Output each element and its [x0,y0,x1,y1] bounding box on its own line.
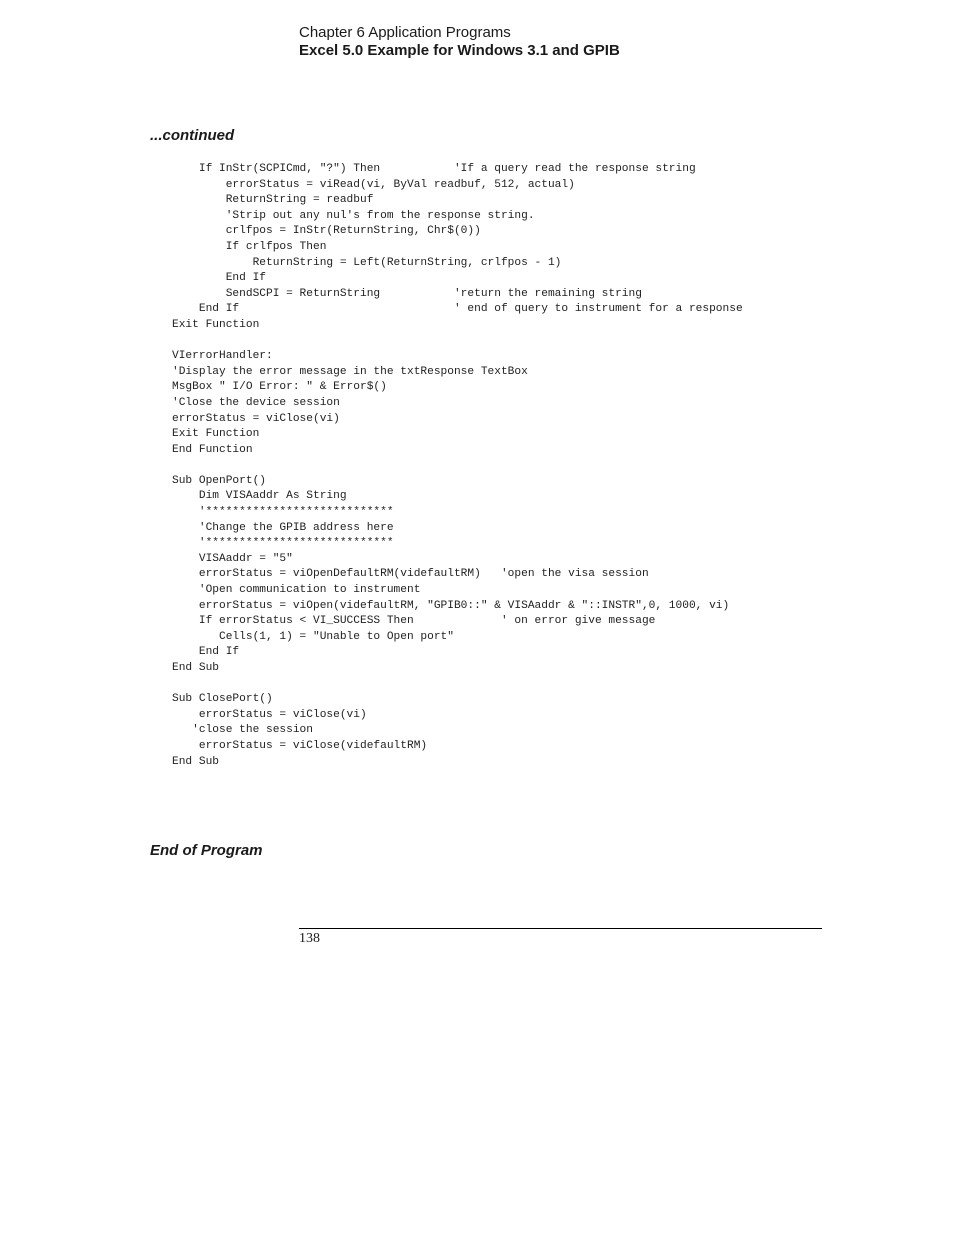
code-line: 'close the session [172,724,313,737]
section-title: Excel 5.0 Example for Windows 3.1 and GPIB [299,42,620,59]
code-line: If errorStatus < VI_SUCCESS Then ' on error give message [172,615,656,628]
code-line: errorStatus = viClose(videfaultRM) [172,739,428,752]
code-line: errorStatus = viRead(vi, ByVal readbuf, 512, actual) [172,178,575,191]
code-line: 'Strip out any nul's from the response string. [172,209,535,222]
code-line: If crlfpos Then [172,240,327,253]
code-line: errorStatus = viClose(vi) [172,708,367,721]
code-line: End If ' end of query to instrument for a response [172,303,743,316]
code-listing [172,162,743,770]
continued-label: ...continued [150,127,235,144]
code-line: VISAaddr = "5" [172,552,293,565]
code-line: '**************************** [172,537,394,550]
code-line: errorStatus = viOpen(videfaultRM, "GPIB0::" & VISAaddr & "::INSTR",0, 1000, vi) [172,599,730,612]
code-line: SendSCPI = ReturnString 'return the remaining string [172,287,642,300]
code-line: ReturnString = Left(ReturnString, crlfpos - 1) [172,256,562,269]
code-line: Sub ClosePort() [172,693,273,706]
code-line [172,677,743,693]
code-line: MsgBox " I/O Error: " & Error$() [172,381,387,394]
code-line: 'Close the device session [172,396,340,409]
footer-divider [299,928,822,929]
code-line: crlfpos = InStr(ReturnString, Chr$(0)) [172,225,481,238]
code-line: Sub OpenPort() [172,474,266,487]
code-line: End Sub [172,662,219,674]
end-of-program-label: End of Program [150,842,263,859]
code-line: VIerrorHandler: [172,350,273,363]
code-line: Dim VISAaddr As String [172,490,347,503]
code-line: End If [172,646,240,659]
code-line: 'Open communication to instrument [172,584,421,597]
code-line: End Sub [172,755,219,768]
code-line: ReturnString = readbuf [172,194,374,207]
code-line: Exit Function [172,428,260,441]
code-line: errorStatus = viClose(vi) [172,412,340,425]
code-line [172,458,743,474]
code-line: End Function [172,443,253,456]
code-line: 'Change the GPIB address here [172,521,394,534]
code-line [172,334,743,350]
page-header [299,24,620,60]
code-line: '**************************** [172,506,394,519]
code-line: If InStr(SCPICmd, "?") Then 'If a query read the response string [172,163,696,175]
page-number: 138 [299,931,320,946]
code-line: Exit Function [172,318,260,331]
code-line: 'Display the error message in the txtResponse TextBox [172,365,528,378]
code-line: End If [172,272,266,285]
code-line: errorStatus = viOpenDefaultRM(videfaultRM) 'open the visa session [172,568,649,581]
code-line: Cells(1, 1) = "Unable to Open port" [172,630,454,643]
chapter-title: Chapter 6 Application Programs [299,24,511,41]
